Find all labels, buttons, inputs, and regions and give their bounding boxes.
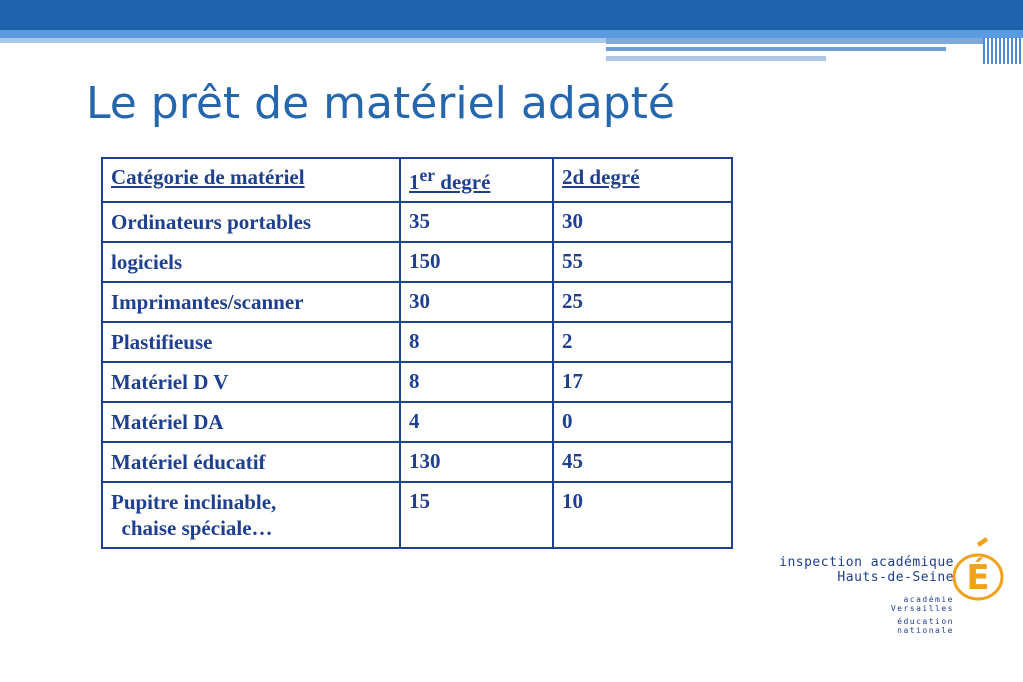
row-category-line2: chaise spéciale… — [121, 516, 273, 540]
table-row — [102, 322, 732, 362]
row-category: Ordinateurs portables — [102, 202, 400, 242]
header-bar-light — [0, 30, 1023, 38]
header-bar-accent-a — [606, 38, 1023, 44]
row-category: Imprimantes/scanner — [102, 282, 400, 322]
row-second-degree: 17 — [553, 362, 732, 402]
row-second-degree: 55 — [553, 242, 732, 282]
row-second-degree: 10 — [553, 482, 732, 548]
row-first-degree: 15 — [400, 482, 553, 548]
row-first-degree: 35 — [400, 202, 553, 242]
logo-text-inspection: inspection académique — [779, 555, 954, 570]
header-stripes — [983, 38, 1023, 64]
slide-title: Le prêt de matériel adapté — [86, 78, 675, 129]
header-first-label: degré — [435, 170, 491, 194]
inspection-logo — [779, 535, 1006, 645]
row-first-degree: 8 — [400, 362, 553, 402]
logo-text-academie: académie — [903, 595, 954, 604]
row-category: Plastifieuse — [102, 322, 400, 362]
row-first-degree: 130 — [400, 442, 553, 482]
header-bar-main — [0, 0, 1023, 30]
row-category: Matériel éducatif — [102, 442, 400, 482]
row-category: Matériel D V — [102, 362, 400, 402]
logo-mark-letter: É — [966, 558, 990, 598]
row-first-degree: 30 — [400, 282, 553, 322]
row-second-degree: 2 — [553, 322, 732, 362]
row-category: Matériel DA — [102, 402, 400, 442]
row-first-degree: 4 — [400, 402, 553, 442]
table-header-row — [102, 158, 732, 202]
row-second-degree: 25 — [553, 282, 732, 322]
table-row — [102, 282, 732, 322]
header-first-number: 1 — [409, 170, 420, 194]
header-first-degree — [400, 158, 553, 202]
loan-table — [101, 157, 733, 549]
header-second-degree: 2d degré — [553, 158, 732, 202]
row-second-degree: 0 — [553, 402, 732, 442]
table-row — [102, 242, 732, 282]
logo-text-versailles: Versailles — [890, 604, 954, 613]
logo-text-nationale: nationale — [897, 626, 954, 635]
header-bar-accent-b — [606, 47, 946, 51]
header-bar-accent-c — [606, 56, 826, 61]
table-row — [102, 202, 732, 242]
row-category — [102, 482, 400, 548]
header-first-superscript: er — [419, 165, 436, 185]
table-row — [102, 482, 732, 548]
header-category: Catégorie de matériel — [102, 158, 400, 202]
row-second-degree: 45 — [553, 442, 732, 482]
logo-text-education: éducation — [897, 617, 954, 626]
table-row — [102, 442, 732, 482]
row-category: logiciels — [102, 242, 400, 282]
row-first-degree: 8 — [400, 322, 553, 362]
row-category-line1: Pupitre inclinable, — [111, 490, 277, 514]
table-row — [102, 362, 732, 402]
logo-text-department: Hauts-de-Seine — [837, 570, 954, 585]
row-first-degree: 150 — [400, 242, 553, 282]
table-row — [102, 402, 732, 442]
header-bar-pale — [0, 38, 606, 43]
row-second-degree: 30 — [553, 202, 732, 242]
education-e-icon — [950, 535, 1006, 605]
